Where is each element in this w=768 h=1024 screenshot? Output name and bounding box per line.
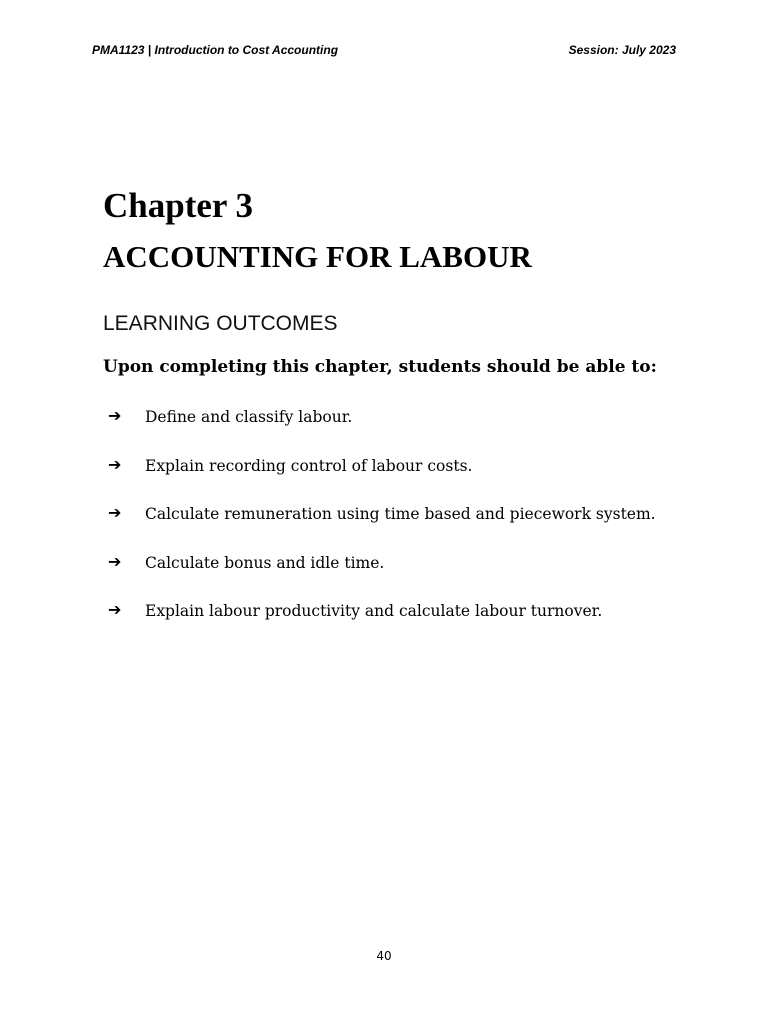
- outcome-text: Define and classify labour.: [145, 408, 353, 426]
- outcome-text: Explain recording control of labour costs.: [145, 456, 473, 475]
- list-item: [108, 405, 656, 454]
- chapter-title: ACCOUNTING FOR LABOUR: [103, 239, 532, 274]
- learning-outcomes-intro: Upon completing this chapter, students should be able to:: [103, 357, 657, 377]
- header-course: PMA1123 | Introduction to Cost Accounting: [92, 43, 339, 57]
- learning-outcomes-list: [108, 405, 656, 648]
- list-item: [108, 454, 656, 503]
- outcome-text: Calculate remuneration using time based and piecework system.: [145, 505, 656, 524]
- right-arrow-icon: ➔: [108, 406, 122, 425]
- outcome-text: Calculate bonus and idle time.: [145, 553, 385, 572]
- outcome-text: Explain labour productivity and calculate labour turnover.: [145, 602, 603, 621]
- page-number: 40: [376, 949, 392, 963]
- right-arrow-icon: ➔: [108, 454, 122, 474]
- list-item: [108, 551, 656, 600]
- right-arrow-icon: ➔: [108, 600, 122, 620]
- chapter-number: Chapter 3: [103, 186, 254, 225]
- list-item: [108, 502, 656, 551]
- header-session: Session: July 2023: [568, 43, 676, 57]
- right-arrow-icon: ➔: [108, 551, 122, 571]
- list-item: [108, 599, 656, 648]
- right-arrow-icon: ➔: [108, 503, 122, 523]
- learning-outcomes-heading: LEARNING OUTCOMES: [103, 312, 338, 335]
